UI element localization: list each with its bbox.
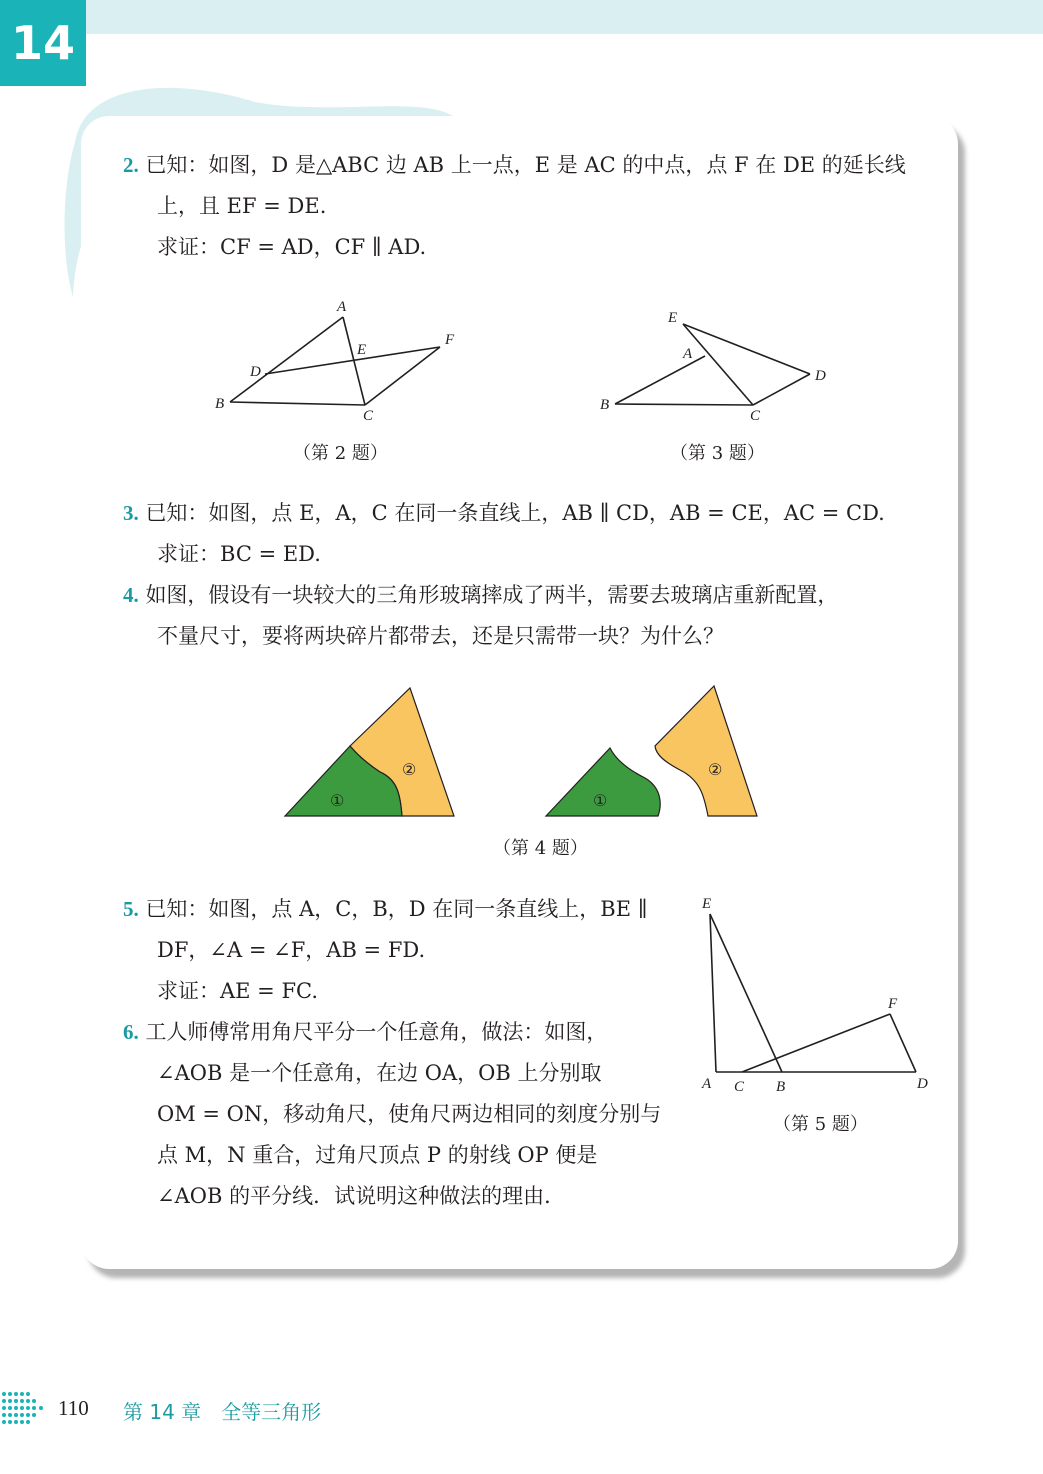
problem-6-number: 6. — [123, 1020, 139, 1044]
chapter-number: 14 — [10, 16, 75, 70]
fig2-label-a: A — [337, 299, 347, 315]
fig3-label-d: D — [815, 368, 826, 384]
figure-4-caption: （第 4 题） — [493, 838, 588, 859]
problem-6-text-1: 工人师傅常用角尺平分一个任意角，做法：如图， — [145, 1020, 608, 1044]
problem-3-text-1: 已知：如图，点 E，A，C 在同一条直线上，AB ∥ CD，AB = CE，AC = CD. — [145, 501, 885, 525]
fig5-label-a: A — [702, 1076, 712, 1092]
header-band — [86, 0, 1043, 34]
fig2-label-c: C — [363, 408, 374, 424]
problem-5-number: 5. — [123, 897, 139, 921]
problem-4-text-1: 如图，假设有一块较大的三角形玻璃摔成了两半，需要去玻璃店重新配置， — [145, 583, 839, 607]
problem-3-line-2: 求证：BC = ED. — [157, 542, 321, 566]
figure-3 — [595, 304, 845, 429]
figure-5 — [690, 888, 940, 1103]
fig4-piece-1-right: ① — [593, 793, 608, 810]
problem-6-line-5: ∠AOB 的平分线．试说明这种做法的理由． — [157, 1184, 566, 1208]
fig4-piece-2-right: ② — [708, 762, 723, 779]
fig2-label-f: F — [445, 332, 455, 348]
fig4-piece-1-left: ① — [330, 793, 345, 810]
fig3-label-c: C — [750, 408, 761, 424]
problem-6-line-3: OM = ON，移动角尺，使角尺两边相同的刻度分别与 — [157, 1102, 662, 1126]
figure-4 — [280, 680, 770, 825]
problem-3-number: 3. — [123, 501, 139, 525]
problem-4-line-2: 不量尺寸，要将两块碎片都带去，还是只需带一块？为什么？ — [157, 624, 724, 648]
problem-4-number: 4. — [123, 583, 139, 607]
page-number: 110 — [58, 1396, 89, 1420]
fig2-label-d: D — [250, 364, 261, 380]
figure-3-caption: （第 3 题） — [670, 443, 765, 464]
figure-2 — [205, 292, 475, 432]
fig2-label-e: E — [357, 342, 367, 358]
fig2-label-b: B — [215, 396, 225, 412]
problem-5-text-1: 已知：如图，点 A，C，B，D 在同一条直线上，BE ∥ — [145, 897, 648, 921]
problem-2-line-1 — [123, 145, 906, 186]
chapter-tab — [0, 0, 86, 86]
fig3-label-b: B — [600, 397, 610, 413]
footer-dots-decoration — [0, 1388, 48, 1428]
fig3-label-a: A — [683, 346, 693, 362]
problem-2-number: 2. — [123, 153, 139, 177]
fig5-label-c: C — [734, 1079, 745, 1095]
problem-6-line-4: 点 M，N 重合，过角尺顶点 P 的射线 OP 便是 — [157, 1143, 598, 1167]
problem-5-line-1 — [123, 889, 647, 930]
fig5-label-e: E — [702, 896, 712, 912]
fig3-label-e: E — [668, 310, 678, 326]
figure-2-caption: （第 2 题） — [293, 443, 388, 464]
problem-2-line-2: 上，且 EF = DE. — [157, 194, 327, 218]
problem-3-line-1 — [123, 493, 885, 534]
problem-5-line-2: DF，∠A = ∠F，AB = FD. — [157, 938, 426, 962]
problem-2-line-3: 求证：CF = AD，CF ∥ AD. — [157, 235, 427, 259]
fig5-label-d: D — [917, 1076, 928, 1092]
figure-5-caption: （第 5 题） — [773, 1114, 868, 1135]
fig5-label-f: F — [888, 996, 898, 1012]
fig4-piece-2-left: ② — [402, 762, 417, 779]
problem-4-line-1 — [123, 575, 838, 616]
problem-6-line-1 — [123, 1012, 607, 1053]
problem-5-line-3: 求证：AE = FC. — [157, 979, 319, 1003]
problem-6-line-2: ∠AOB 是一个任意角，在边 OA，OB 上分别取 — [157, 1061, 602, 1085]
footer-chapter-label: 第 14 章 全等三角形 — [123, 1400, 322, 1424]
fig5-label-b: B — [776, 1079, 786, 1095]
problem-2-text-1: 已知：如图，D 是△ABC 边 AB 上一点，E 是 AC 的中点，点 F 在 DE 的延长线 — [145, 153, 906, 177]
